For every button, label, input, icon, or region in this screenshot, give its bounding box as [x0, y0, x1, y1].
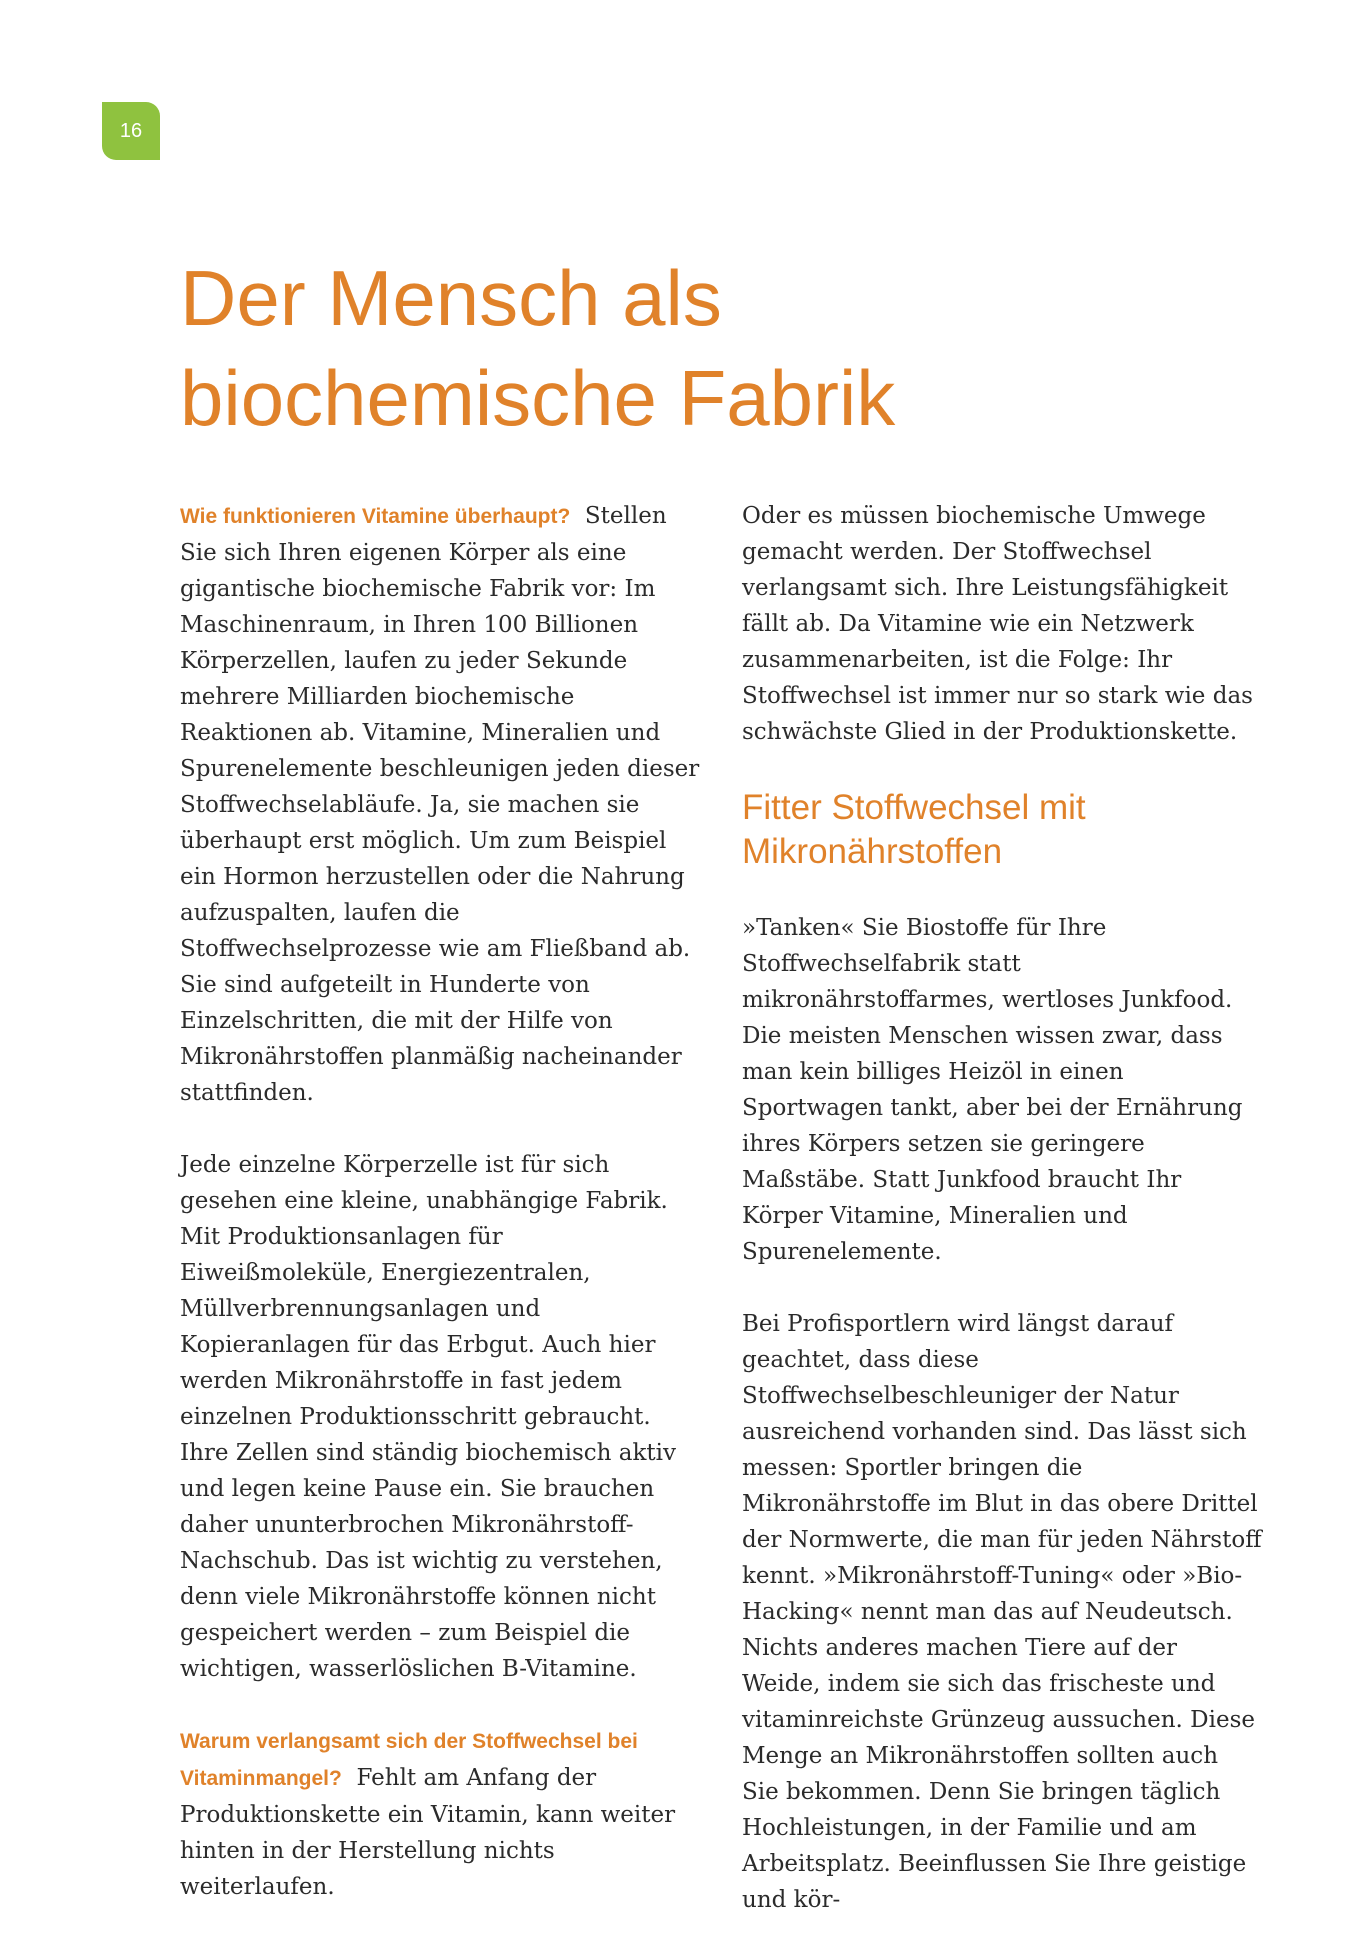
- page-title: [180, 248, 1180, 448]
- section-heading: [742, 786, 1262, 874]
- paragraph-text: Bei Profisportlern wird längst darauf geachtet, dass diese Stoffwechselbeschleuniger der Natur ausreichend vorhanden sind. Das lässt sich messen: Sportler bringen die Mikronährstoffe im Blut in das obere Drittel der Normwerte, die man für jeden Nährstoff kennt. »Mikronährstoff-Tuning« oder »Bio-Hacking« nennt man das auf Neudeutsch. Nichts anderes machen Tiere auf der Weide, indem sie sich das frischeste und vitaminreichste Grünzeug aussuchen. Diese Menge an Mikronährstoffen sollten auch Sie bekommen. Denn Sie bringen täglich Hochleistungen, in der Familie und am Arbeitsplatz. Beeinflussen Sie Ihre geistige und kör-: [742, 1311, 1262, 1913]
- paragraph: [180, 1723, 700, 1905]
- paragraph: [742, 1306, 1262, 1918]
- paragraph-text: Oder es müssen biochemische Umwege gemacht werden. Der Stoffwechsel verlangsamt sich. Ihre Leistungsfähigkeit fällt ab. Da Vitamine wie ein Netzwerk zusammenarbeiten, ist die Folge: Ihr Stoffwechsel ist immer nur so stark wie das schwächste Glied in der Produktionskette.: [742, 503, 1253, 745]
- paragraph-text: Fehlt am Anfang der Produktionskette ein Vitamin, kann weiter hinten in der Herstellung nichts weiterlaufen.: [180, 1765, 676, 1900]
- paragraph-text: Stellen Sie sich Ihren eigenen Körper als eine gigantische biochemische Fabrik vor: Im Maschinenraum, in Ihren 100 Billionen Körperzellen, laufen zu jeder Sekunde mehrere Milliarden biochemische Reaktionen ab. Vitamine, Mineralien und Spurenelemente beschleunigen jeden dieser Stoffwechselabläufe. Ja, sie machen sie überhaupt erst möglich. Um zum Beispiel ein Hormon herzustellen oder die Nahrung aufzuspalten, laufen die Stoffwechselprozesse wie am Fließband ab. Sie sind aufgeteilt in Hunderte von Einzelschritten, die mit der Hilfe von Mikronährstoffen planmäßig nacheinander stattfinden.: [180, 503, 700, 1106]
- right-column: [742, 498, 1262, 1954]
- paragraph-text: »Tanken« Sie Biostoffe für Ihre Stoffwechselfabrik statt mikronährstoffarmes, wertloses Junkfood. Die meisten Menschen wissen zwar, dass man kein billiges Heizöl in einen Sportwagen tankt, aber bei der Ernährung ihres Körpers setzen sie geringere Maßstäbe. Statt Junkfood braucht Ihr Körper Vitamine, Mineralien und Spurenelemente.: [742, 915, 1243, 1265]
- page-title-line-2: biochemische Fabrik: [180, 354, 896, 442]
- paragraph: [180, 498, 700, 1111]
- left-column: [180, 498, 700, 1941]
- paragraph-lead: Wie funktionieren Vitamine überhaupt?: [180, 505, 571, 528]
- paragraph-lead: Warum verlangsamt sich der Stoffwechsel bei Vitaminmangel?: [180, 1730, 638, 1790]
- paragraph-text: Jede einzelne Körperzelle ist für sich gesehen eine kleine, unabhängige Fabrik. Mit Produktionsanlagen für Eiweißmoleküle, Energiezentralen, Müllverbrennungsanlagen und Kopieranlagen für das Erbgut. Auch hier werden Mikronährstoffe in fast jedem einzelnen Produktionsschritt gebraucht. Ihre Zellen sind ständig biochemisch aktiv und legen keine Pause ein. Sie brauchen daher ununterbrochen Mikronährstoff-Nachschub. Das ist wichtig zu verstehen, denn viele Mikronährstoffe können nicht gespeichert werden – zum Beispiel die wichtigen, wasserlöslichen B-Vitamine.: [180, 1152, 676, 1682]
- section-heading-line-1: Fitter Stoffwechsel mit: [742, 788, 1086, 827]
- paragraph: [180, 1147, 700, 1687]
- page-number-badge: 16: [102, 102, 160, 160]
- section-heading-line-2: Mikronährstoffen: [742, 832, 1003, 871]
- paragraph: [742, 498, 1262, 750]
- page-title-line-1: Der Mensch als: [180, 254, 722, 342]
- paragraph: [742, 910, 1262, 1270]
